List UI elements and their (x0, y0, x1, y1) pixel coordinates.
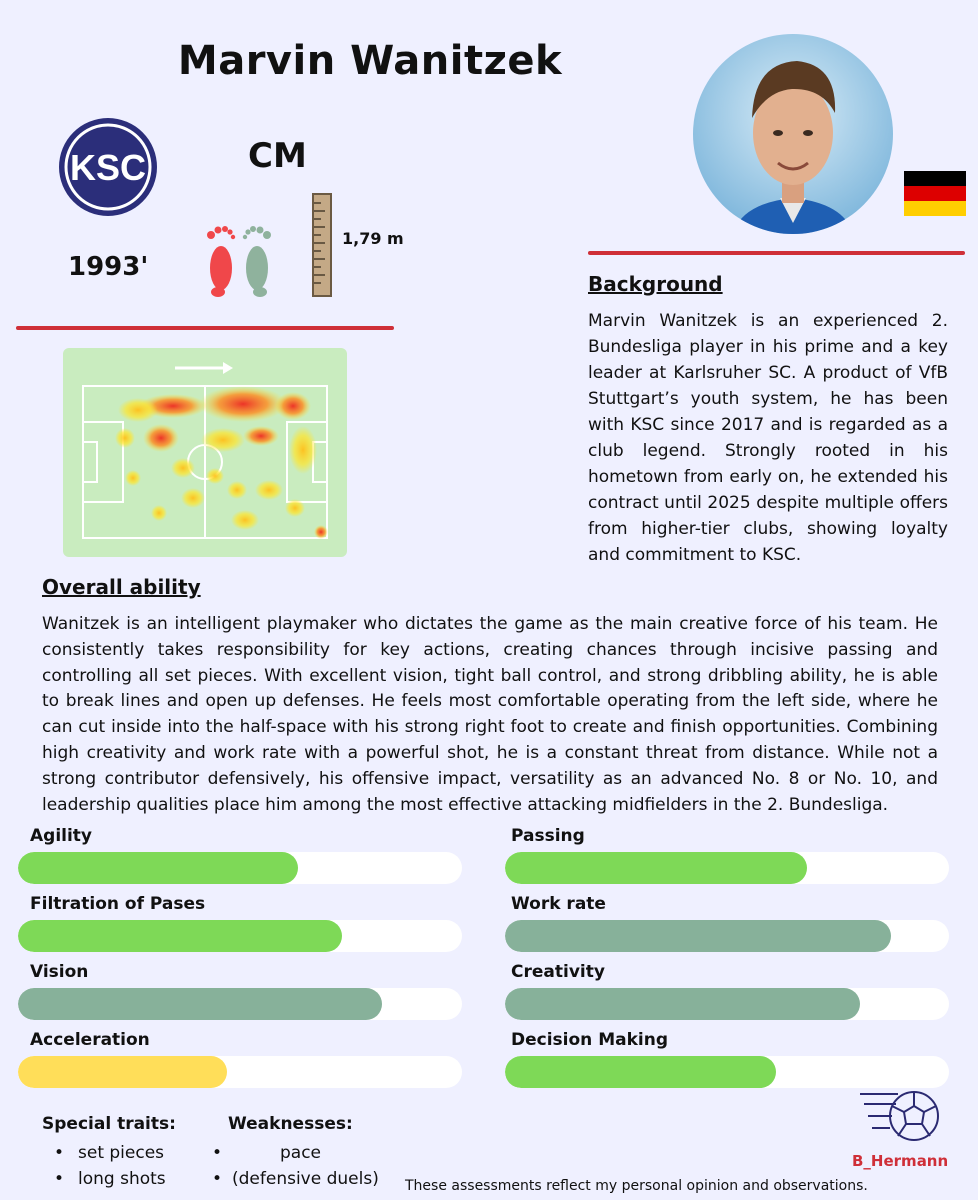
rating-label: Passing (511, 826, 585, 846)
special-traits (42, 1114, 176, 1192)
heatmap (63, 348, 347, 557)
player-photo (692, 33, 894, 235)
rating-fill (505, 1056, 776, 1088)
rating-item (18, 1030, 462, 1088)
rating-label: Creativity (511, 962, 605, 982)
rating-label: Decision Making (511, 1030, 668, 1050)
brand-name: B_Hermann (852, 1152, 949, 1170)
rating-fill (505, 852, 807, 884)
rating-fill (18, 920, 342, 952)
birth-year: 1993' (68, 252, 149, 282)
divider-left (16, 326, 394, 330)
rating-item (18, 894, 462, 952)
rating-track (18, 1056, 462, 1088)
rating-item (505, 962, 949, 1020)
weaknesses-list (200, 1140, 379, 1192)
player-position: CM (248, 136, 307, 176)
list-item: • long shots (42, 1166, 176, 1192)
rating-label: Vision (30, 962, 89, 982)
rating-item (505, 1030, 949, 1088)
brand-logo-icon (858, 1086, 942, 1148)
rating-track (18, 988, 462, 1020)
footedness-icon (203, 224, 275, 298)
special-traits-list (42, 1140, 176, 1192)
weaknesses-heading: Weaknesses: (228, 1114, 353, 1134)
germany-flag-icon (904, 171, 966, 216)
rating-fill (18, 852, 298, 884)
weaknesses (200, 1114, 379, 1192)
player-height: 1,79 m (342, 229, 404, 248)
left-foot-icon (243, 226, 271, 297)
background-text: Marvin Wanitzek is an experienced 2. Bundesliga player in his prime and a key leader at Karlsruher SC. A product of VfB Stuttgart’s youth system, he has been with KSC since 2017 and is regarded as a club legend. Strongly rooted in his hometown from early on, he extended his contract until 2025 despite multiple offers from higher-tier clubs, showing loyalty and commitment to KSC. (588, 311, 948, 565)
list-item: • pace (200, 1140, 379, 1166)
rating-track (18, 852, 462, 884)
rating-track (505, 852, 949, 884)
club-badge-text: KSC (69, 147, 147, 188)
rating-fill (505, 920, 891, 952)
rating-label: Filtration of Pases (30, 894, 206, 914)
overall-heading: Overall ability (42, 575, 201, 599)
rating-label: Work rate (511, 894, 606, 914)
special-traits-heading: Special traits: (42, 1114, 176, 1134)
ratings-right (505, 826, 949, 1088)
rating-item (18, 962, 462, 1020)
rating-item (18, 826, 462, 884)
rating-fill (505, 988, 860, 1020)
rating-fill (18, 988, 382, 1020)
rating-track (18, 920, 462, 952)
footer-note: These assessments reflect my personal opinion and observations. (405, 1178, 868, 1194)
rating-track (505, 1056, 949, 1088)
right-foot-icon (207, 226, 235, 297)
overall-text: Wanitzek is an intelligent playmaker who dictates the game as the main creative force of his team. He consistently takes responsibility for key actions, creating chances through incisive passing and controlling all set pieces. With excellent vision, tight ball control, and strong dribbling ability, he is able to break lines and open up defenses. He feels most comfortable operating from the left side, where he can cut inside into the half-space with his strong right foot to create and finish opportunities. Combining high creativity and work rate with a powerful shot, he is a constant threat from distance. While not a strong contributor defensively, his offensive impact, versatility as an advanced No. 8 or No. 10, and leadership qualities place him among the most effective attacking midfielders in the 2. Bundesliga. (42, 614, 938, 815)
ruler-icon (312, 193, 332, 297)
rating-track (505, 920, 949, 952)
ratings-left (18, 826, 462, 1088)
rating-track (505, 988, 949, 1020)
rating-item (505, 894, 949, 952)
player-name: Marvin Wanitzek (177, 38, 563, 84)
rating-label: Agility (30, 826, 93, 846)
list-item: • set pieces (42, 1140, 176, 1166)
club-badge (58, 117, 158, 217)
divider-right (588, 251, 965, 255)
list-item: • (defensive duels) (200, 1166, 379, 1192)
rating-item (505, 826, 949, 884)
rating-label: Acceleration (30, 1030, 150, 1050)
background-heading: Background (588, 272, 723, 296)
rating-fill (18, 1056, 227, 1088)
